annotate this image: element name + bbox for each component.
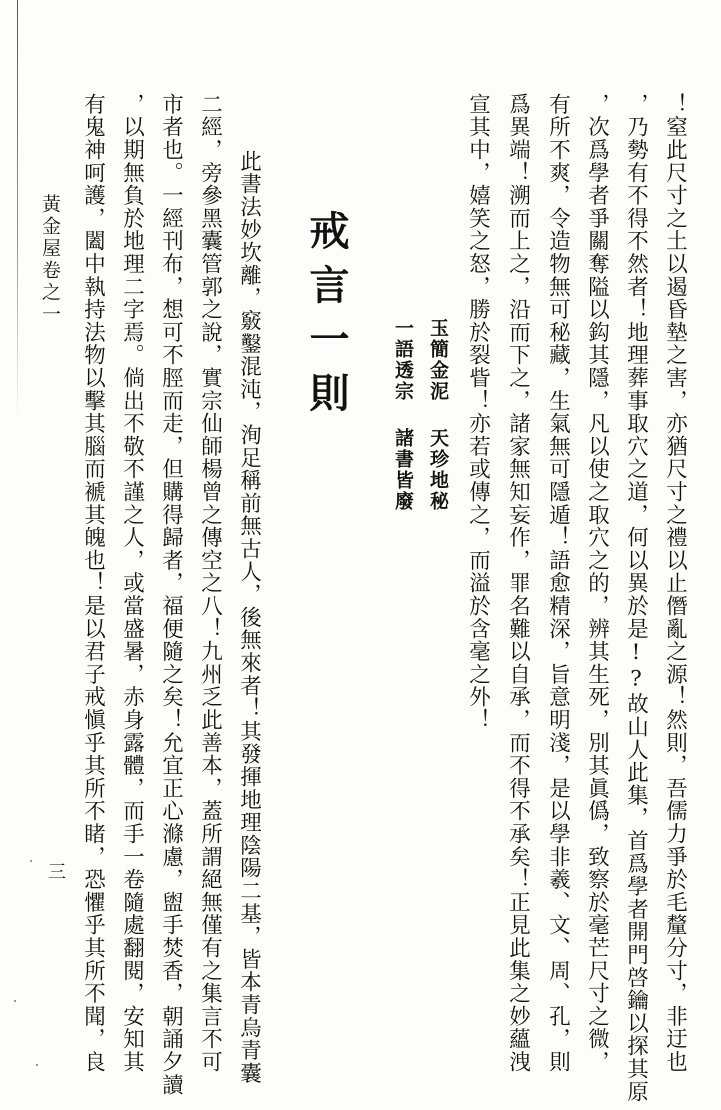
text-column: 宣其中，嬉笑之怒，勝於裂眥！亦若或傳之，而溢於含毫之外！: [465, 93, 491, 732]
running-title: 黃金屋卷之一: [39, 194, 61, 326]
print-speck: [30, 860, 32, 862]
signature-phrase: 一語透宗: [392, 318, 414, 402]
text-column: 有鬼神呵護，闔中執持法物以擊其腦而褫其魄也！是以君子戒愼乎其所不睹，恐懼乎其所不聞，良: [80, 93, 106, 1074]
text-column: 爲異端！溯而上之，沿而下之，諸家無知妄作，罪名難以自承，而不得不承矣！正見此集之妙蘊洩: [505, 93, 531, 1074]
print-speck: [36, 1064, 38, 1066]
text-column: ，以期無負於地理二字焉。倘出不敬不謹之人，或當盛暑，赤身露體，而手一卷隨處翻閱，安知其: [119, 93, 145, 1074]
text-column: 此書法妙坎離，竅鑿混沌，洵足稱前無古人，後無來者！其發揮地理陰陽二基，皆本青烏青囊: [236, 150, 262, 1085]
page-number: 三: [45, 862, 66, 880]
binding-margin-rule: [17, 0, 18, 420]
text-column: 市者也。一經刊布，想可不脛而走，但購得歸者，福便隨之矣！允宜正心滌慮，盥手焚香，朝誦夕讀: [158, 93, 184, 1097]
text-column: 有所不爽，令造物無可秘藏，生氣無可隱遁！語愈精深，旨意明淺，是以學非羲、文、周、孔，則: [545, 93, 571, 1074]
signature-phrase: 諸書皆廢: [392, 428, 414, 512]
text-column: ！窒此尺寸之土以遏昏墊之害，亦猶尺寸之禮以止僭亂之源！然則，吾儒力爭於毛釐分寸，非迂也: [662, 93, 688, 1074]
print-speck: [14, 1000, 16, 1002]
text-column: ，次爲學者爭關奪隘以鈎其隱，凡以使之取穴之的，辨其生死，別其眞僞，致察於毫芒尺寸之微，: [584, 93, 610, 1074]
section-title: 戒言一則: [303, 210, 350, 426]
signature-phrase: 玉簡金泥: [427, 318, 449, 402]
text-column: ，乃勢有不得不然者！地理葬事取穴之道，何以異於是!?故山人此集，首爲學者開門啓鑰以探其原: [623, 93, 649, 1104]
text-column: 二經，旁參黑囊管郭之說，實宗仙師楊曾之傳空之八！九州乏此善本，蓋所謂絕無僅有之集言不可: [197, 93, 223, 1074]
signature-phrase: 天珍地秘: [427, 428, 449, 512]
